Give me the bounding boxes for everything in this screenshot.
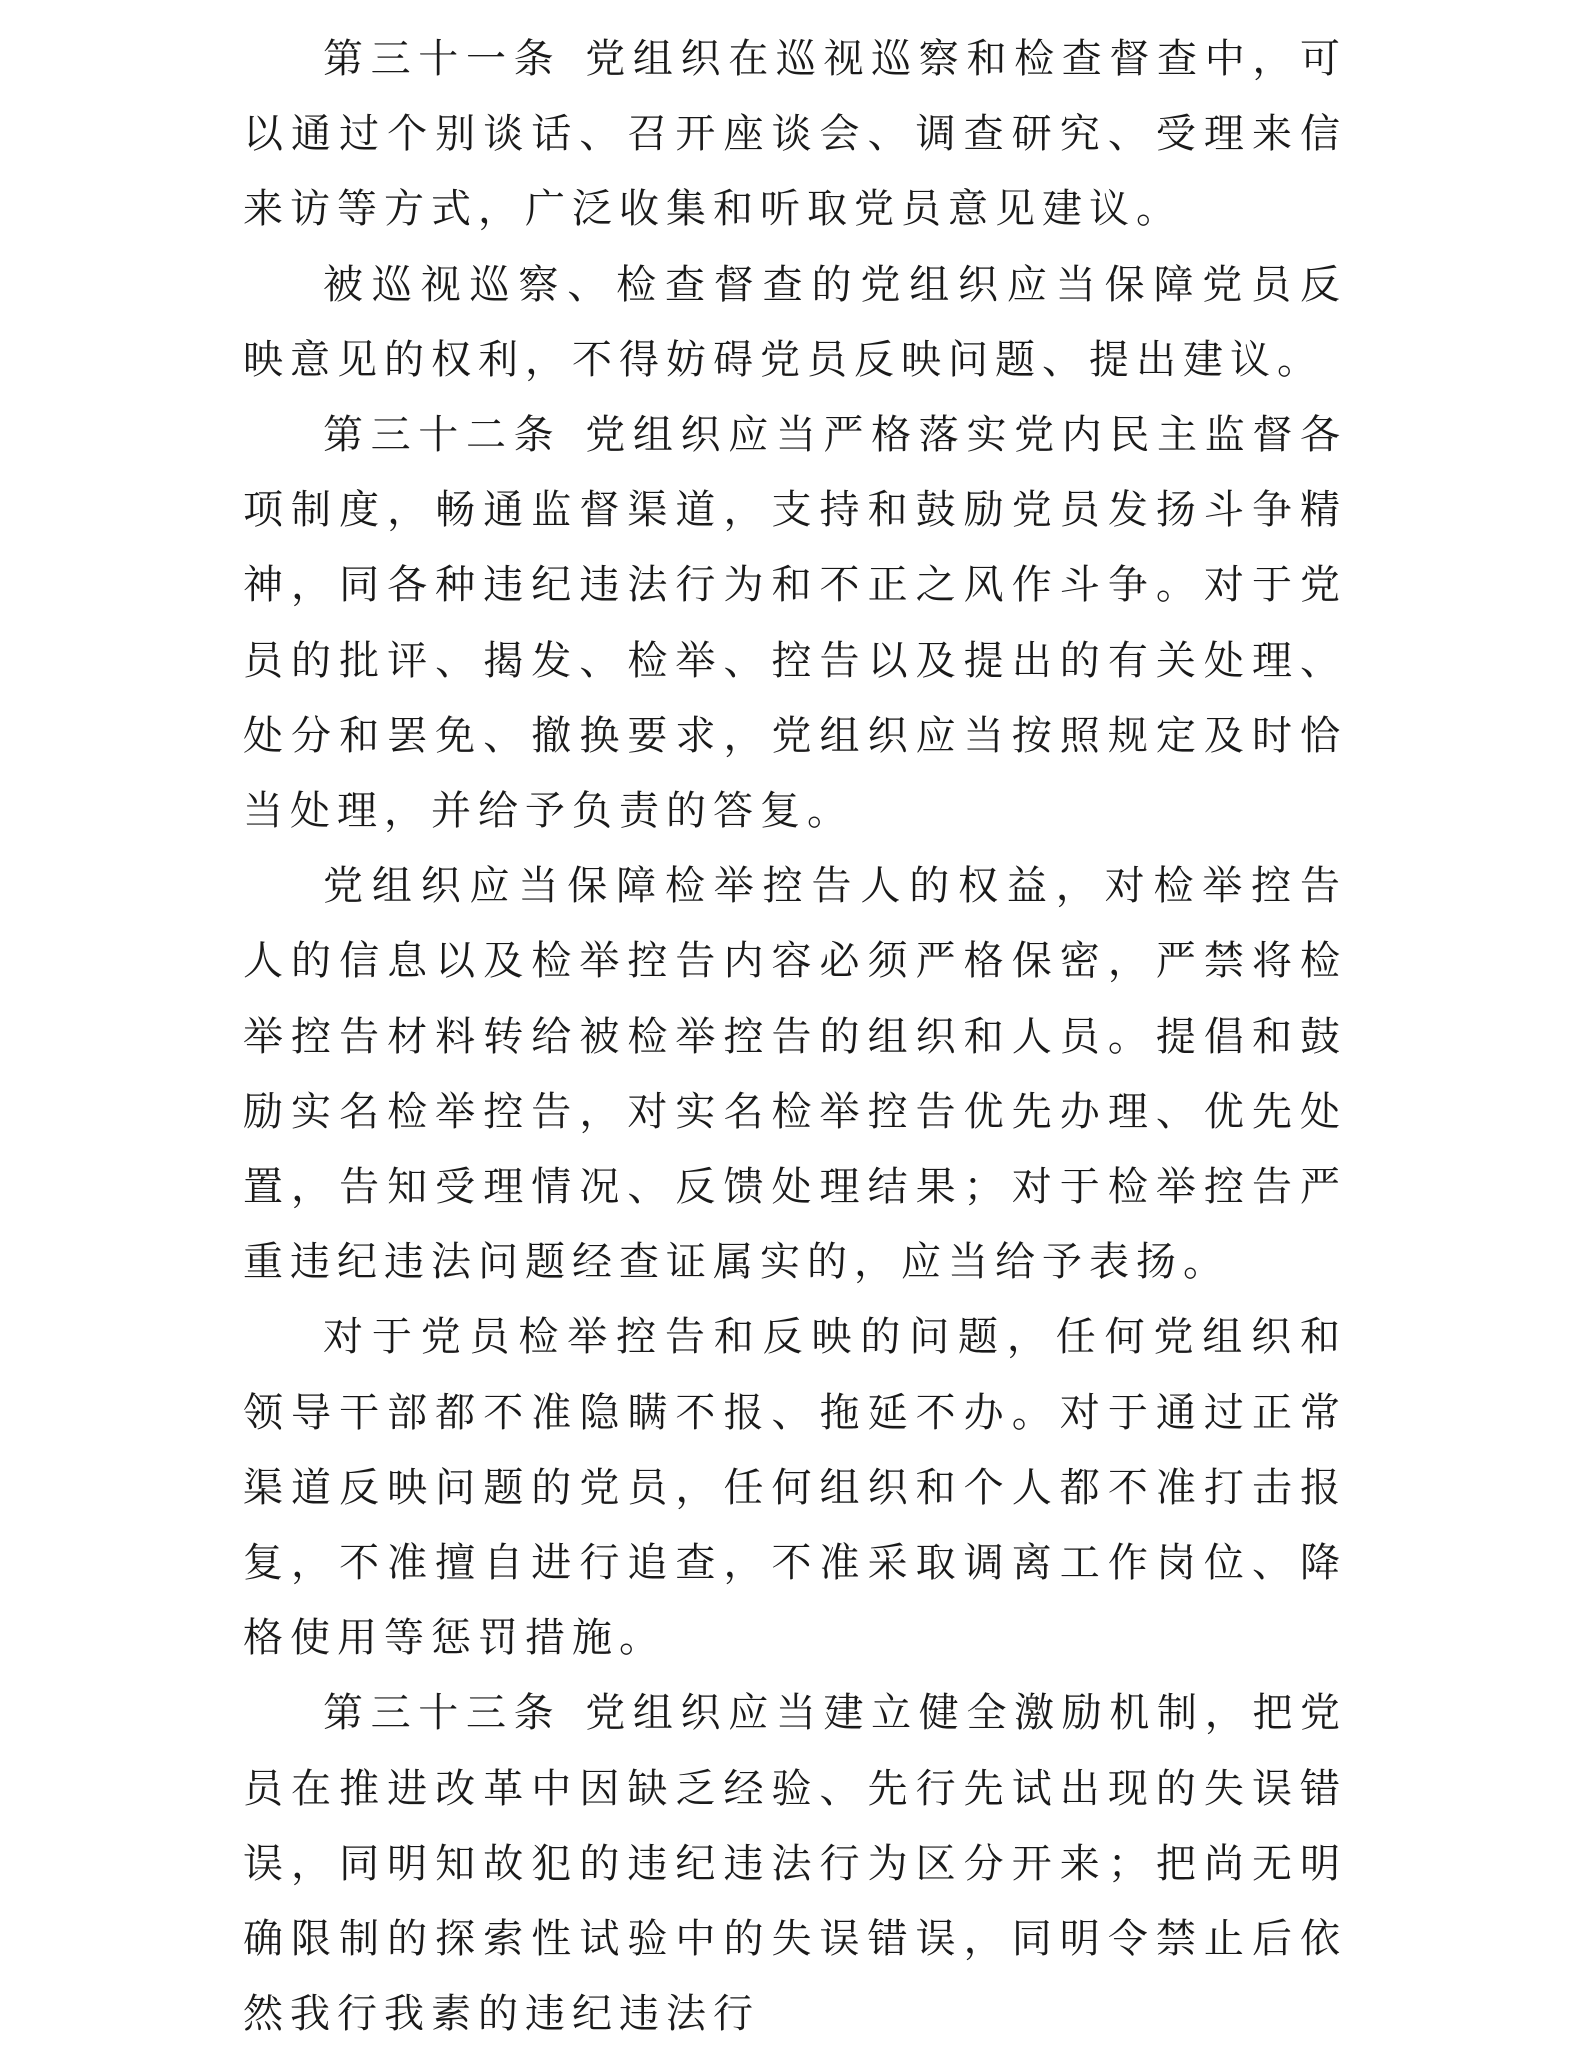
article-number: 第三十一条 — [323, 36, 562, 82]
paragraph-text: 党组织应当保障检举控告人的权益，对检举控告人的信息以及检举控告内容必须严格保密，严禁将检举控告材料转给被检举控告的组织和人员。提倡和鼓励实名检举控告，对实名检举控告优先办理、优先处置，告知受理情况、反馈处理结果；对于检举控告严重违纪违法问题经查证属实的，应当给予表扬。 — [243, 863, 1347, 1286]
paragraph-article-33 — [243, 1676, 1347, 2052]
paragraph-article-31 — [243, 22, 1347, 248]
article-number: 第三十三条 — [323, 1690, 562, 1737]
paragraph-article-32 — [243, 398, 1347, 849]
paragraph-text: 被巡视巡察、检查督查的党组织应当保障党员反映意见的权利，不得妨碍党员反映问题、提出建议。 — [243, 261, 1347, 383]
document-body — [243, 22, 1347, 2052]
paragraph-text: 党组织应当严格落实党内民主监督各项制度，畅通监督渠道，支持和鼓励党员发扬斗争精神，同各种违纪违法行为和不正之风作斗争。对于党员的批评、揭发、检举、控告以及提出的有关处理、处分和罢免、撤换要求，党组织应当按照规定及时恰当处理，并给予负责的答复。 — [243, 412, 1347, 835]
paragraph-text: 党组织应当建立健全激励机制，把党员在推进改革中因缺乏经验、先行先试出现的失误错误，同明知故犯的违纪违法行为区分开来；把尚无明确限制的探索性试验中的失误错误，同明令禁止后依然我行我素的违纪违法行 — [243, 1690, 1347, 2038]
article-number: 第三十二条 — [323, 412, 562, 459]
paragraph-article-31-clause-2 — [243, 248, 1347, 398]
paragraph-text: 对于党员检举控告和反映的问题，任何党组织和领导干部都不准隐瞒不报、拖延不办。对于通过正常渠道反映问题的党员，任何组织和个人都不准打击报复，不准擅自进行追查，不准采取调离工作岗位、降格使用等惩罚措施。 — [243, 1314, 1347, 1662]
paragraph-article-32-clause-3 — [243, 1300, 1347, 1676]
paragraph-article-32-clause-2 — [243, 849, 1347, 1300]
paragraph-text: 党组织在巡视巡察和检查督查中，可以通过个别谈话、召开座谈会、调查研究、受理来信来访等方式，广泛收集和听取党员意见建议。 — [243, 36, 1347, 233]
